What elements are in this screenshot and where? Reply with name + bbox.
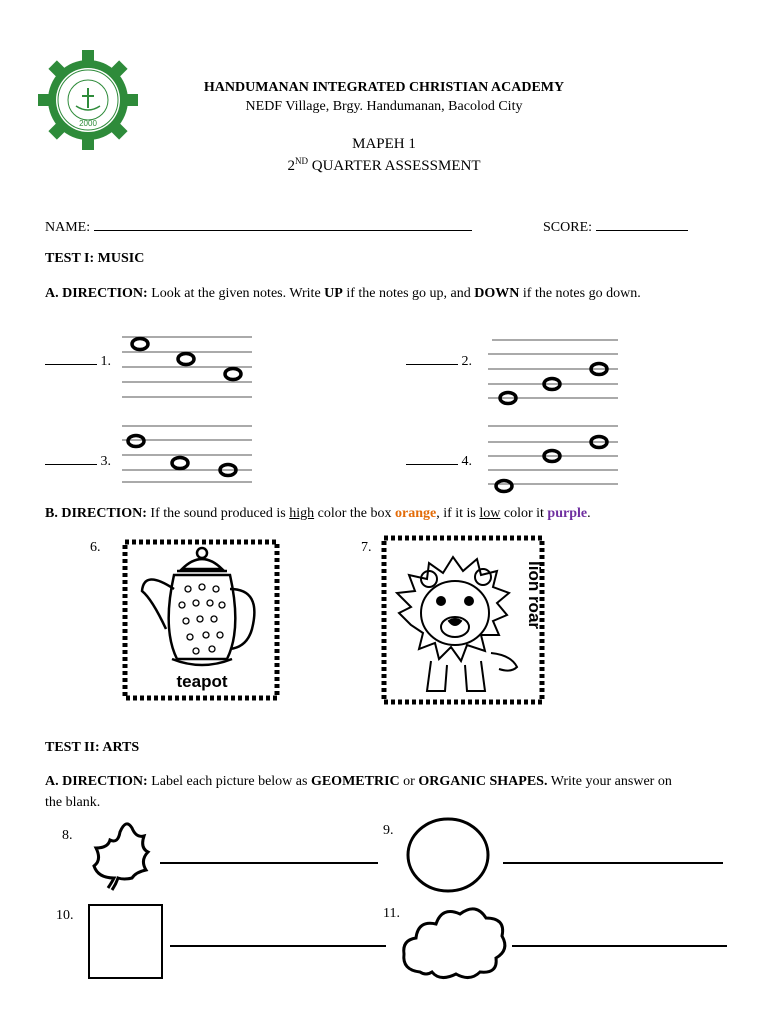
- picture-num-7: 7.: [361, 540, 372, 555]
- answer-line-10[interactable]: [170, 945, 386, 947]
- answer-blank-2[interactable]: [406, 352, 458, 365]
- test2-title: TEST II: ARTS: [45, 740, 140, 755]
- music-item-3: 3.: [45, 452, 111, 470]
- name-blank[interactable]: [94, 218, 472, 231]
- arts-num-10: 10.: [56, 908, 74, 923]
- square-shape-icon: [88, 904, 163, 979]
- score-blank[interactable]: [596, 218, 688, 231]
- name-field: NAME:: [45, 218, 472, 236]
- note: [128, 436, 144, 447]
- music-staff-4: [484, 418, 624, 498]
- test1-b-direction: B. DIRECTION: If the sound produced is high color the box orange, if it is low color it purple.: [45, 506, 591, 521]
- teapot-icon: [142, 548, 254, 665]
- answer-line-9[interactable]: [503, 862, 723, 864]
- test1-title: TEST I: MUSIC: [45, 251, 145, 266]
- picture-num-6: 6.: [90, 540, 101, 555]
- test2-a-direction: A. DIRECTION: Label each picture below as GEOMETRIC or ORGANIC SHAPES. Write your answer on: [45, 774, 672, 789]
- school-address: NEDF Village, Brgy. Handumanan, Bacolod City: [245, 99, 523, 114]
- music-staff-2: [484, 332, 624, 412]
- note: [172, 458, 188, 469]
- test1-a-direction: A. DIRECTION: Look at the given notes. Write UP if the notes go up, and DOWN if the notes go down.: [45, 286, 641, 301]
- answer-line-8[interactable]: [160, 862, 378, 864]
- score-field: SCORE:: [543, 218, 688, 236]
- note: [496, 481, 512, 492]
- music-item-1: 1.: [45, 352, 111, 370]
- note: [132, 339, 148, 350]
- circle-shape-icon: [404, 815, 492, 895]
- leaf-shape-icon: [88, 814, 154, 894]
- subject-title: MAPEH 1: [352, 136, 416, 152]
- test2-a-direction-cont: the blank.: [45, 795, 101, 810]
- answer-blank-4[interactable]: [406, 452, 458, 465]
- lion-box[interactable]: [381, 535, 545, 705]
- lion-caption: lion roar: [525, 560, 544, 630]
- arts-num-8: 8.: [62, 828, 73, 843]
- music-staff-3: [118, 418, 258, 488]
- quarter-title: 2ND QUARTER ASSESSMENT: [287, 156, 481, 174]
- lion-icon: [397, 557, 517, 691]
- cloud-shape-icon: [398, 900, 512, 982]
- music-item-4: 4.: [406, 452, 472, 470]
- music-item-2: 2.: [406, 352, 472, 370]
- note: [178, 354, 194, 365]
- answer-blank-1[interactable]: [45, 352, 97, 365]
- teapot-caption: teapot: [176, 672, 228, 691]
- answer-line-11[interactable]: [512, 945, 727, 947]
- arts-num-11: 11.: [383, 906, 400, 921]
- answer-blank-3[interactable]: [45, 452, 97, 465]
- school-name: HANDUMANAN INTEGRATED CHRISTIAN ACADEMY: [203, 80, 565, 95]
- teapot-box[interactable]: [122, 539, 280, 701]
- note: [225, 369, 241, 380]
- music-staff-1: [118, 330, 258, 410]
- arts-num-9: 9.: [383, 823, 394, 838]
- logo-year: 2000: [79, 119, 97, 128]
